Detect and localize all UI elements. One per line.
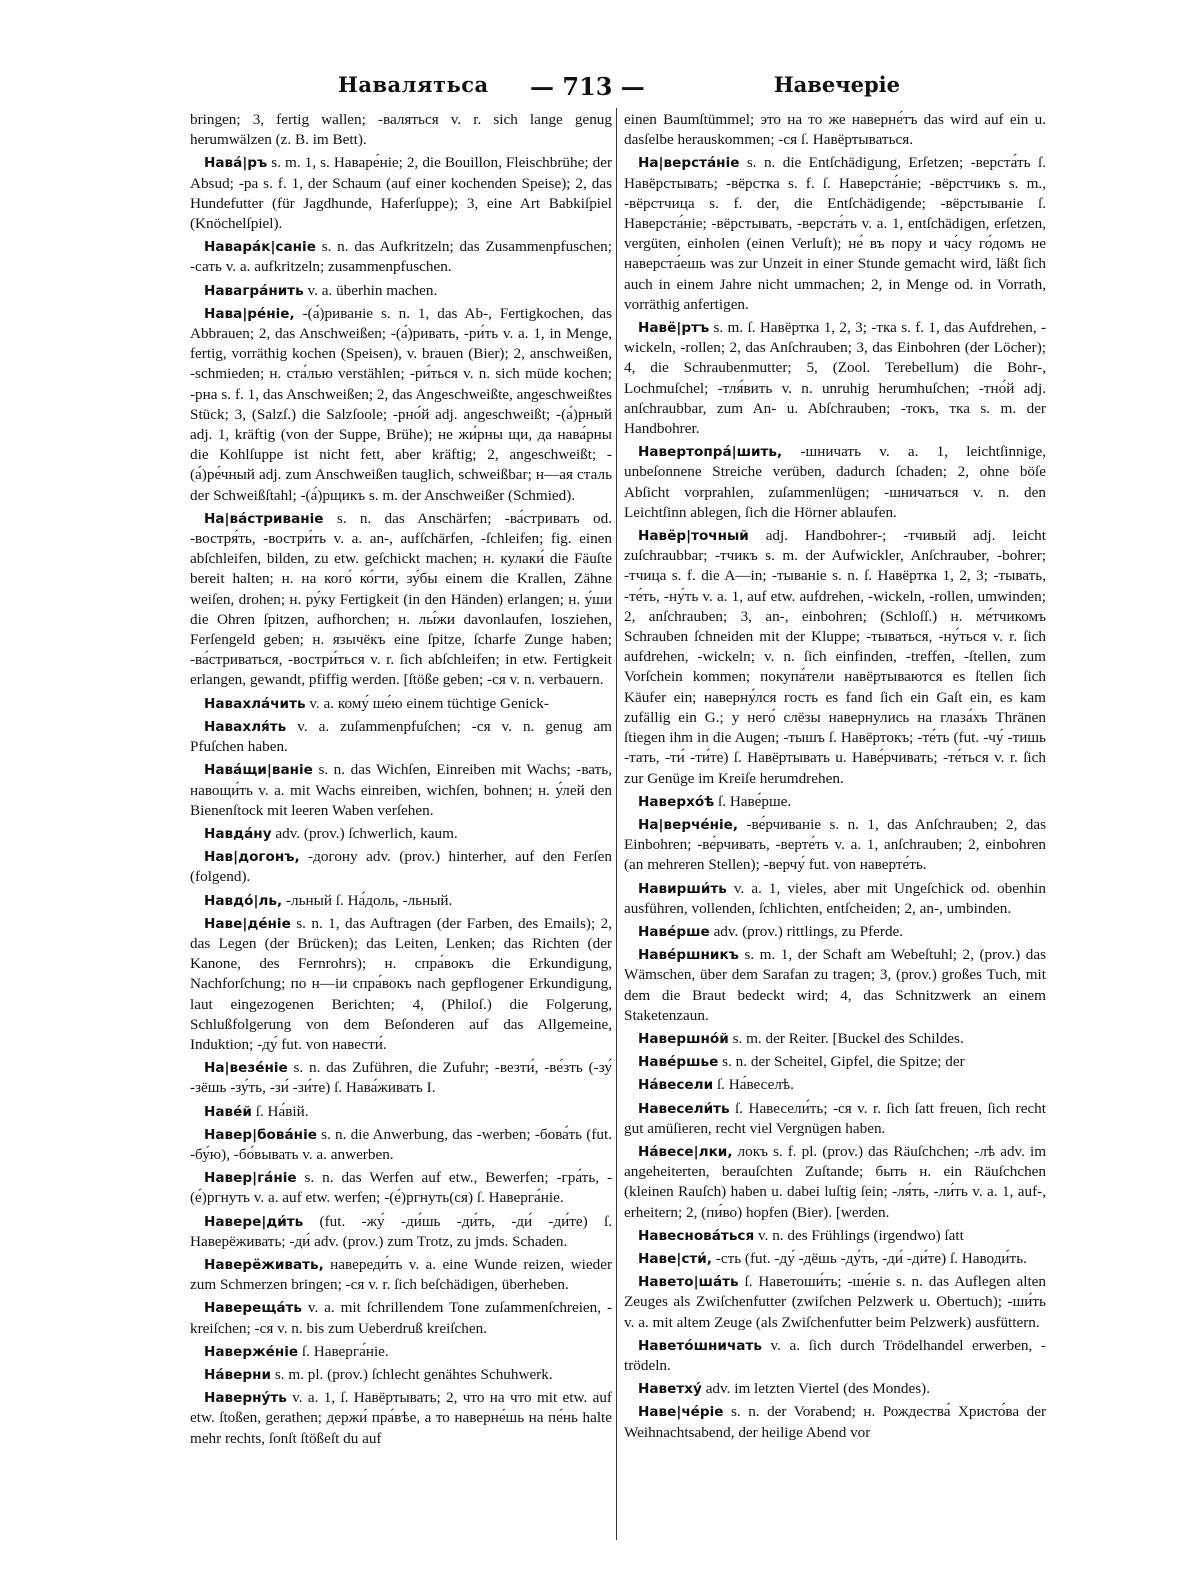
entry-definition: ſ. Наветоши́ть; -ше́ніе s. n. das Auflegen alten Zeuges als Zwiſchenfutter (zwiſchen Pelzwerk u. Obertuch); -ши́ть v. a. mit altem Zeuge (als Zwiſchenfutter beim Pelzwerk) ausfüttern. [624,1273,1046,1331]
entry-definition: -льный ſ. На́доль, -льный. [285,891,453,909]
dictionary-entry [624,153,1046,315]
entry-headword: Навесели́ть [638,1100,730,1117]
header-left-guide-word: Навалятьса [338,72,489,97]
dictionary-entry [624,1336,1046,1376]
entry-headword: Навахла́чить [204,695,306,712]
entry-definition: ſ. На́веселѣ. [716,1076,794,1094]
entry-definition: s. m. der Reiter. [Buckel des Schildes. [732,1029,964,1047]
dictionary-entry [624,442,1046,523]
dictionary-entry [624,879,1046,919]
entry-headword: Навето|ша́ть [638,1274,739,1291]
entry-headword: Навето́шничать [638,1337,762,1354]
entry-definition: adj. Handbohrer-; -тчивый adj. leicht zuſchraubbar; -тчикъ s. m. der Aufwickler, Anſchrauber, -bohrer; -тчица s. f. die A—in; -тываніе s. n. ſ. Навёртка 1, 2, 3; -тывать, -те́ть, -ну́ть v. a. 1, auf etw. aufdrehen, -wickeln, -rollen, umwinden; 2, anſchrauben; 3, an-, einbohren; (Schloſſ.) н. ме́тчикомъ Schrauben ſchneiden mit der Kluppe; -тываться, -ну́ться v. r. ſich aufdrehen, -wickeln; v. n. ſich einfinden, -treffen, -ſtellen, zum Vorſchein kommen; покупа́тели навёртываются es ſtellen ſich Käufer ein; наверну́лся гость es fand ſich ein Gaſt ein, es kam zufällig ein G.; у него́ слёзы навернулись на глаза́хъ Thränen ſtiegen ihm in die Augen; -тышъ ſ. Навёртокъ; -те́ть (fut. -чу́ -тишь -тать, -ти́ -ти́те) ſ. Навёртывать u. Наве́рчивать; -те́ться v. r. ſich zur Genüge im Kreiſe herumdrehen. [624,527,1046,787]
entry-definition: -сть (fut. -ду́ -дёшь -ду́ть, -ди́ -ди́те) ſ. Наводи́ть. [715,1249,1027,1267]
dictionary-entry [190,1365,612,1385]
dictionary-entry [624,110,1046,150]
entry-headword: Навер|га́ніе [204,1170,297,1187]
entry-definition: v. a. 1, vieles, aber mit Ungeſchick od. obenhin ausführen, vollenden, ſchlichten, entſcheiden; 2, an-, umbinden. [624,879,1046,917]
entry-definition: -догону adv. (prov.) hinterher, auf den Ferſen (folgend). [190,848,612,886]
entry-headword: На́весе|лки, [638,1143,733,1160]
dictionary-entry [190,914,612,1055]
entry-definition: s. m. 1, der Schaft am Webeſtuhl; 2, (prov.) das Wämschen, über dem Sarafan zu tragen; 3, (prov.) großes Tuch, mit dem die Braut bedeckt wird; 4, das Schnitzwerk an einem Staketenzaun. [624,946,1046,1024]
entry-definition: s. n. das Werfen auf etw., Bewerfen; -гра́ть, -(е́)ргнуть v. a. auf etw. werfen; -(е́)ргнуть(ся) ſ. Наверга́ніе. [190,1169,612,1207]
dictionary-entry [624,1379,1046,1399]
dictionary-entry [624,1142,1046,1223]
entry-definition: ſ. Наверга́ніе. [301,1342,389,1360]
entry-definition: s. n. das Aufkritzeln; das Zusammenpfuschen; -сать v. a. aufkritzeln; zusammenpfuschen. [190,238,612,276]
dictionary-entry [624,815,1046,876]
entry-definition: локъ s. f. pl. (prov.) das Räuſchchen; -лѣ adv. im angeheiterten, berauſchten Zuſtande; быть н. ein Räuſchchen (kleinen Rauſch) haben u. dabei luſtig ſein; -ля́ть, -ли́ть v. a. 1, auf-, erheitern; 2, (пи́во) hopfen (Bier). [werden. [624,1142,1046,1221]
entry-headword: На|везе́ніе [204,1060,288,1077]
dictionary-entry [190,1255,612,1295]
dictionary-entry [624,1029,1046,1049]
dictionary-entry [190,1212,612,1252]
column-divider [616,108,617,1540]
entry-definition: v. a. ſich durch Trödelhandel erwerben, -trödeln. [624,1336,1046,1374]
left-column [190,110,612,1550]
entry-definition: adv. (prov.) ſchwerlich, kaum. [275,824,458,842]
entry-definition: v. a. überhin machen. [307,281,438,299]
entry-definition: adv. (prov.) rittlings, zu Pferde. [713,922,904,940]
dictionary-entry [190,717,612,757]
entry-definition: v. a. mit ſchrillendem Tone zuſammenſchreien, -kreiſchen; -ся v. n. bis zum Ueberdruß kreiſchen. [190,1299,612,1337]
dictionary-entry [190,153,612,234]
entry-definition: (fut. -жу́ -ди́шь -ди́ть, -ди́ -ди́те) ſ. Наверёживать; -ди́ adv. (prov.) zum Trotz, zu jmds. Schaden. [190,1212,612,1250]
entry-headword: Нава́щи|ваніе [204,762,313,779]
entry-definition: s. n. das Wichſen, Einreiben mit Wachs; -вать, навощи́ть v. a. mit Wachs einreiben, wichſen, bohnen; н. у́лей den Bienenſtock mit leeren Waben verſehen. [190,761,612,819]
dictionary-entry [190,304,612,506]
entry-headword: Навершно́й [638,1030,729,1047]
entry-definition: s. m. pl. (prov.) ſchlecht genähtes Schuhwerk. [274,1365,553,1383]
entry-definition: -ве́рчиваніе s. n. 1, das Anſchrauben; 2, das Einbohren; -ве́рчивать, -верте́ть v. a. 1, anſchrauben; 2, einbohren (an mehreren Stellen); -верчу́ fut. von наверте́ть. [624,815,1046,874]
dictionary-entry [624,945,1046,1026]
entry-headword: Нава|ре́ніе, [204,305,295,322]
dictionary-entry [190,1342,612,1362]
entry-headword: Наверже́ніе [204,1343,299,1360]
entry-headword: Нав|догонъ, [204,849,300,866]
dictionary-entry [624,1075,1046,1095]
entry-definition: v. a. zuſammenpfuſchen; -ся v. n. genug am Pfuſchen haben. [190,717,612,756]
entry-definition: s. n. 1, das Auftragen (der Farben, des Emails); 2, das Legen (der Brücken); das Leiten, Lenken; das Richten (der Kanone, des Fernrohrs); н. спра́вокъ die Erkundigung, Nachforſchung; по н—іи спра́вокъ nach gepflogener Erkundigung, laut eingezogenen Berichten; 4, (Philoſ.) die Folgerung, Schlußfolgerung von dem Beſonderen auf das Allgemeine, Induktion; -ду́ fut. von навести́. [190,914,612,1053]
page-header [190,72,1050,106]
dictionary-entry [190,281,612,301]
entry-definition: s. m. 1, s. Наваре́ніе; 2, die Bouillon, Fleischbrühe; der Absud; -ра s. f. 1, der Schaum (auf einer kochenden Speise); 2, das Hundefutter (für Jagdhunde, Haferſuppe); 3, eine Art Babkiſpiel (Knöchelſpiel). [190,154,612,233]
entry-headword: Наве́й [204,1103,252,1120]
entry-headword: На|верста́ніе [638,155,740,172]
entry-definition: v. n. des Frühlings (irgendwo) ſatt [758,1226,964,1244]
entry-headword: Навереща́ть [204,1300,302,1317]
dictionary-entry [190,824,612,844]
entry-definition: ſ. Навесели́ть; -ся v. r. ſich ſatt freuen, ſich recht gut amüſieren, recht viel Vergnügen haben. [624,1099,1046,1137]
entry-headword: Навертопра́|шить, [638,444,783,461]
entry-definition: s. n. das Anschärfen; -ва́стривать od. -востря́ть, -востри́ть v. a. an-, aufſchärfen, -ſchleifen; fig. einen abſchleifen, bilden, zu etw. geſchickt machen; н. кулаки́ die Fäuſte bereit halten; н. на кого́ ко́гти, зу́бы einem die Krallen, Zähne weiſen, drohen; н. ру́ку Fertigkeit (in den Händen) erlangen; н. у́ши die Ohren ſpitzen, aufhorchen; н. лы́жи davonlaufen, losziehen, Ferſengeld geben; н. язычёкъ eine ſpitze, ſcharfe Zunge haben; -ва́стриваться, -востри́ться v. r. ſich abſchleifen; in etw. Fertigkeit erlangen, gewandt, pfiffig werden. [ſtöße geben; -ся v. n. verbauern. [190,509,612,689]
entry-definition: s. n. der Scheitel, Gipfel, die Spitze; der [722,1053,965,1071]
entry-headword: Наве|че́ріе [638,1404,724,1421]
entry-headword: На́верни [204,1366,272,1383]
entry-headword: Навара́к|саніе [204,239,316,256]
entry-headword: Наверхо́ѣ [638,793,715,810]
entry-definition: adv. im letzten Viertel (des Mondes). [705,1380,930,1398]
dictionary-entry [190,1125,612,1165]
entry-headword: Навё|ртъ [638,320,710,337]
entry-headword: Навёр|точный [638,528,749,545]
dictionary-entry [624,1402,1046,1442]
page-number: — 713 — [530,72,645,101]
entry-definition: ſ. Наве́рше. [718,792,792,810]
right-column [624,110,1046,1550]
entry-headword: Навда́ну [204,825,272,842]
dictionary-entry [624,1052,1046,1072]
entry-headword: Навдо́|ль, [204,892,283,909]
header-right-guide-word: Навечеріе [773,72,900,97]
dictionary-entry [190,760,612,821]
entry-definition: v. a. кому́ ше́ю einem tüchtige Genick- [309,694,549,712]
entry-definition: s. m. ſ. Навёртка 1, 2, 3; -тка s. f. 1, das Aufdrehen, -wickeln, -rollen; 2, das Anſchrauben; 3, das Einbohren (der Löcher); 4, die Schraubenmutter; 5, (Zool. Terebellum) die Bohr-, Lochmuſchel; -тля́вить v. n. unruhig herumhuſchen; -тно́й adj. anſchraubbar, zum An- u. Abſchrauben; -токъ, тка s. m. der Handbohrer. [624,319,1046,438]
dictionary-entry [624,1099,1046,1139]
entry-definition: einen Baumſtümmel; это на то же наверне́тъ das wird auf ein u. dasſelbe herauskommen; -ся ſ. Навёртываться. [624,111,1046,149]
entry-definition: v. a. 1, ſ. Навёртывать; 2, что на что mit etw. auf etw. ſtoßen, gerathen; держи́ пра́вѣе, а то наверне́шь на пе́нь halte mehr rechts, ſonſt ſtößeſt du auf [190,1389,612,1447]
dictionary-entry [190,891,612,911]
dictionary-entry [624,1249,1046,1269]
entry-headword: Наве́ршье [638,1054,719,1071]
dictionary-entry [190,1168,612,1208]
entry-headword: Наветху́ [638,1381,702,1398]
dictionary-entry [190,694,612,714]
dictionary-entry [190,1102,612,1122]
entry-headword: Навер|бова́ніе [204,1126,317,1143]
entry-headword: Наве|сти́, [638,1250,712,1267]
entry-headword: Навере|ди́ть [204,1213,304,1230]
dictionary-entry [190,110,612,150]
entry-headword: На|ва́стриваніе [204,510,324,527]
entry-headword: Наве|де́ніе [204,915,291,932]
entry-headword: Навагра́нить [204,282,304,299]
entry-definition: s. n. die Anwerbung, das -werben; -бова́ть (fut. -бу́ю), -бо́вывать v. a. anwerben. [190,1125,612,1163]
dictionary-entry [190,237,612,277]
dictionary-entry [190,1058,612,1098]
entry-headword: Нава́|ръ [204,155,268,172]
dictionary-entry [190,847,612,887]
dictionary-entry [190,509,612,691]
entry-definition: -(а́)риваніе s. n. 1, das Ab-, Fertigkochen, das Abbrauen; 2, das Anschweißen; -(а́)ривать, -ри́ть v. a. 1, in Menge, fertig, vorräthig kochen (Speisen), v. brauen (Bier); 2, anschweißen, -schmieden; н. ста́лью verstählen; -ри́ться v. n. sich müde kochen; -рна s. f. 1, das Anschweißen; 2, das Angeschweißte, angeschweißtes Stück; 3, (Salzſ.) die Salzſoole; -рно́й adj. angeschweißt; -(а́)рный adj. 1, kräftig (von der Suppe, Brühe); не жи́рны щи, да нава́рны die Kohlſuppe ist nicht fett, aber kräftig; 2, angeschweißt; -(а́)ре́чный adj. zum Anschweißen tauglich, schweißbar; н—ая сталь der Schweißſtahl; -(а́)рщикъ s. m. der Anschweißer (Schmied). [190,304,612,504]
dictionary-entry [624,922,1046,942]
dictionary-entry [624,1272,1046,1333]
entry-headword: Наве́ршникъ [638,947,739,964]
entry-headword: Навеснова́ться [638,1227,755,1244]
entry-definition: -шничать v. a. 1, leichtſinnige, unbeſonnene Streiche verüben, dadurch ſchaden; 2, ohne böſe Abſicht vorprahlen, zuſammenlügen; -шничаться v. n. den Leichtſinn ablegen, ſich die Hörner ablaufen. [624,443,1046,521]
dictionary-entry [190,1298,612,1338]
dictionary-entry [624,526,1046,789]
entry-headword: Наверёживать, [204,1256,324,1273]
entry-headword: Наве́рше [638,923,710,940]
entry-definition: ſ. На́вій. [255,1102,309,1120]
entry-definition: навереди́ть v. a. eine Wunde reizen, wieder zum Schmerzen bringen; -ся v. r. ſich beſchädigen, überheben. [190,1255,612,1294]
entry-headword: На|верче́ніе, [638,816,739,833]
dictionary-entry [190,1388,612,1449]
entry-headword: На́весели [638,1077,714,1094]
entry-headword: Навахля́ть [204,718,287,735]
entry-headword: Наверну́ть [204,1390,287,1407]
entry-definition: s. n. die Entſchädigung, Erſetzen; -верста́ть ſ. Навёрстывать; -вёрстка s. f. ſ. Наверста́ніе; -вёрстчикъ s. m., -вёрстчица s. f. der, die Entſchädigende; -вёрстываніе ſ. Наверста́ніе; -вёрстывать, -верста́ть v. a. 1, entſchädigen, erſetzen, vergüten, einholen (einen Verluſt); не́ въ пору и ча́су го́домъ не наверста́ешь was zur Unzeit in einer Stunde gemacht wird, läßt ſich auch in einem Jahre nicht ummachen; 2, in Menge od. in Vorrath, vorräthig anfertigen. [624,154,1046,313]
entry-definition: s. n. das Zuführen, die Zufuhr; -везти́, -ве́зть (-зу́ -зёшь -зу́ть, -зи́ -зи́те) ſ. Нава́живать I. [190,1059,612,1097]
dictionary-entry [624,1226,1046,1246]
entry-definition: s. n. der Vorabend; н. Рождества́ Христо́ва der Weihnachtsabend, der heilige Abend vor [624,1403,1046,1441]
entry-definition: bringen; 3, fertig wallen; -валяться v. r. sich lange genug herumwälzen (z. B. im Bett). [190,111,612,149]
dictionary-entry [624,318,1046,439]
dictionary-entry [624,792,1046,812]
entry-headword: Навирши́ть [638,880,727,897]
